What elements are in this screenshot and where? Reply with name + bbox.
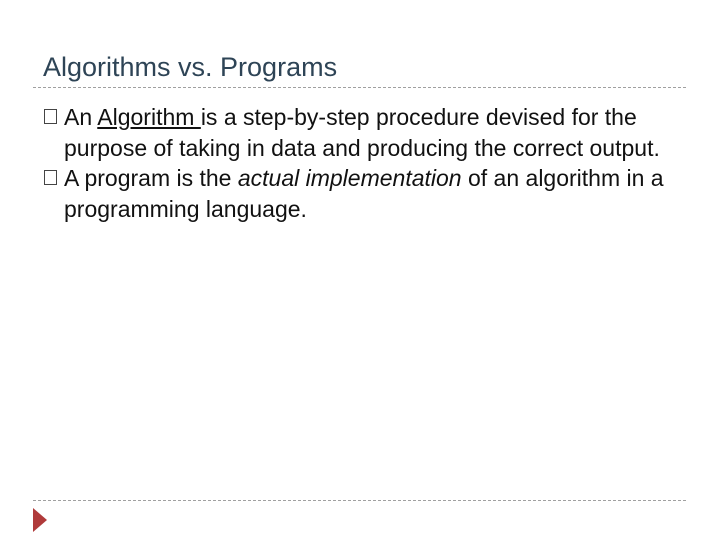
bullet-item-algorithm bbox=[44, 102, 684, 163]
square-bullet-icon bbox=[44, 109, 57, 124]
bullet-text-lead: A program is the bbox=[64, 165, 238, 191]
emphasized-phrase: actual implementation bbox=[237, 165, 462, 191]
slide-title: Algorithms vs. Programs bbox=[43, 52, 338, 82]
algorithm-term: Algorithm bbox=[97, 104, 201, 130]
bullet-text-rest: of an algorithm in a programming language. bbox=[64, 165, 664, 222]
top-divider bbox=[33, 87, 686, 88]
bullet-list bbox=[44, 102, 684, 224]
bottom-divider bbox=[33, 500, 686, 501]
square-bullet-icon bbox=[44, 170, 57, 185]
bullet-text-rest: is a step-by-step procedure devised for the purpose of taking in data and producing the correct output. bbox=[64, 104, 660, 161]
bullet-text-lead: An bbox=[64, 104, 98, 130]
bullet-item-program bbox=[44, 163, 684, 224]
triangle-arrow-icon bbox=[33, 508, 47, 532]
